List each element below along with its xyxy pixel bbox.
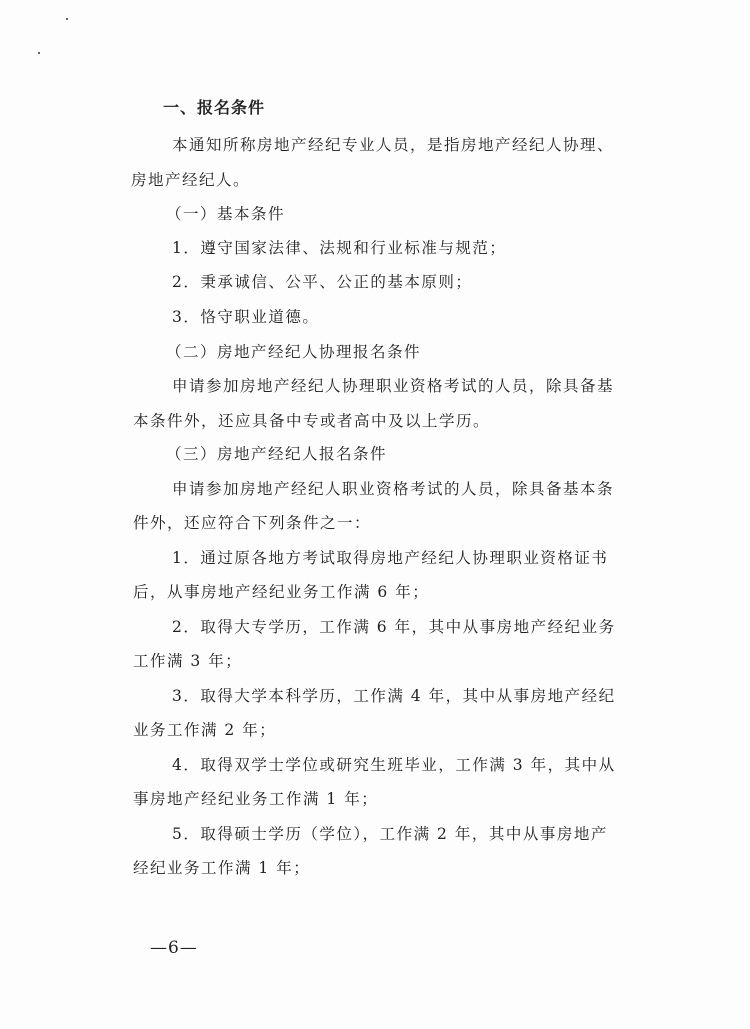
scan-speck [38,52,40,54]
text-line: 4．取得双学士学位或研究生班毕业，工作满 3 年，其中从 [172,756,616,774]
text-line: 1．遵守国家法律、法规和行业标准与规范； [172,239,507,257]
text-line: 申请参加房地产经纪人协理职业资格考试的人员，除具备基 [172,377,615,395]
section-heading: 一、报名条件 [163,98,266,117]
text-line: 3．恪守职业道德。 [172,308,320,326]
text-line: （一）基本条件 [166,205,286,223]
page-number: —6— [150,938,198,958]
text-line: 业务工作满 2 年； [133,721,277,739]
text-line: 房地产经纪人。 [131,171,251,189]
text-line: 1．通过原各地方考试取得房地产经纪人协理职业资格证书 [172,549,609,567]
text-line: 后，从事房地产经纪业务工作满 6 年； [133,583,430,601]
text-line: （三）房地产经纪人报名条件 [166,445,388,463]
text-line: 申请参加房地产经纪人职业资格考试的人员，除具备基本条 [172,480,615,498]
text-line: 3．取得大学本科学历，工作满 4 年，其中从事房地产经纪 [172,687,616,705]
text-line: 件外，还应符合下列条件之一： [133,514,372,532]
text-line: 经纪业务工作满 1 年； [133,859,311,877]
text-line: 2．取得大专学历，工作满 6 年，其中从事房地产经纪业务 [172,618,616,636]
text-line: 5．取得硕士学历（学位），工作满 2 年，其中从事房地产 [172,825,608,843]
text-line: 本条件外，还应具备中专或者高中及以上学历。 [133,412,491,430]
text-line: （二）房地产经纪人协理报名条件 [166,343,422,361]
text-line: 工作满 3 年； [133,652,243,670]
text-line: 2．秉承诚信、公平、公正的基本原则； [172,273,473,291]
text-line: 事房地产经纪业务工作满 1 年； [133,790,379,808]
text-line: 本通知所称房地产经纪专业人员，是指房地产经纪人协理、 [172,136,615,154]
scan-speck [66,18,68,20]
